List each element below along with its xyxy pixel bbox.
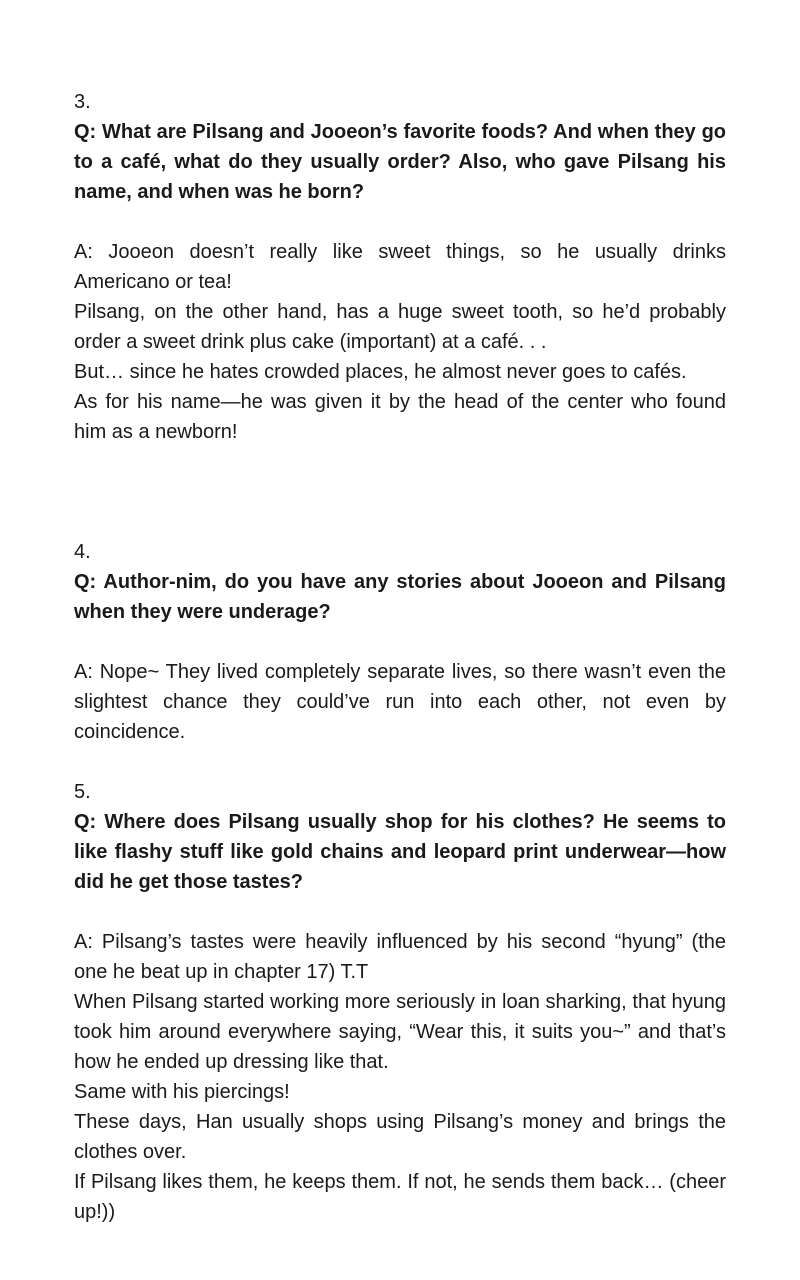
answer-paragraph: A: Nope~ They lived completely separate lives, so there wasn’t even the slightest chance they could’ve run into each other, not even by coincidence. bbox=[74, 661, 726, 743]
question: Q: What are Pilsang and Jooeon’s favorite foods? And when they go to a café, what do they usually order? Also, who gave Pilsang his name, and when was he born? bbox=[74, 121, 726, 203]
answer bbox=[74, 237, 726, 447]
question: Q: Author-nim, do you have any stories about Jooeon and Pilsang when they were underage? bbox=[74, 571, 726, 623]
answer-paragraph: But… since he hates crowded places, he almost never goes to cafés. bbox=[74, 361, 687, 383]
section-number: 5. bbox=[74, 781, 91, 803]
section-number: 3. bbox=[74, 91, 91, 113]
answer-paragraph: When Pilsang started working more seriously in loan sharking, that hyung took him around everywhere saying, “Wear this, it suits you~” and that’s how he ended up dressing like that. bbox=[74, 991, 726, 1073]
answer-paragraph: If Pilsang likes them, he keeps them. If not, he sends them back… (cheer up!)) bbox=[74, 1171, 726, 1223]
answer-paragraph: Pilsang, on the other hand, has a huge sweet tooth, so he’d probably order a sweet drink plus cake (important) at a café. . . bbox=[74, 301, 726, 353]
answer-paragraph: Same with his piercings! bbox=[74, 1081, 290, 1103]
answer bbox=[74, 657, 726, 747]
answer-paragraph: A: Jooeon doesn’t really like sweet things, so he usually drinks Americano or tea! bbox=[74, 241, 726, 293]
question: Q: Where does Pilsang usually shop for his clothes? He seems to like flashy stuff like gold chains and leopard print underwear—how did he get those tastes? bbox=[74, 811, 726, 893]
answer-paragraph: These days, Han usually shops using Pilsang’s money and brings the clothes over. bbox=[74, 1111, 726, 1163]
answer bbox=[74, 927, 726, 1227]
section-number: 4. bbox=[74, 541, 91, 563]
answer-paragraph: As for his name—he was given it by the head of the center who found him as a newborn! bbox=[74, 391, 726, 443]
answer-paragraph: A: Pilsang’s tastes were heavily influenced by his second “hyung” (the one he beat up in chapter 17) T.T bbox=[74, 931, 726, 983]
